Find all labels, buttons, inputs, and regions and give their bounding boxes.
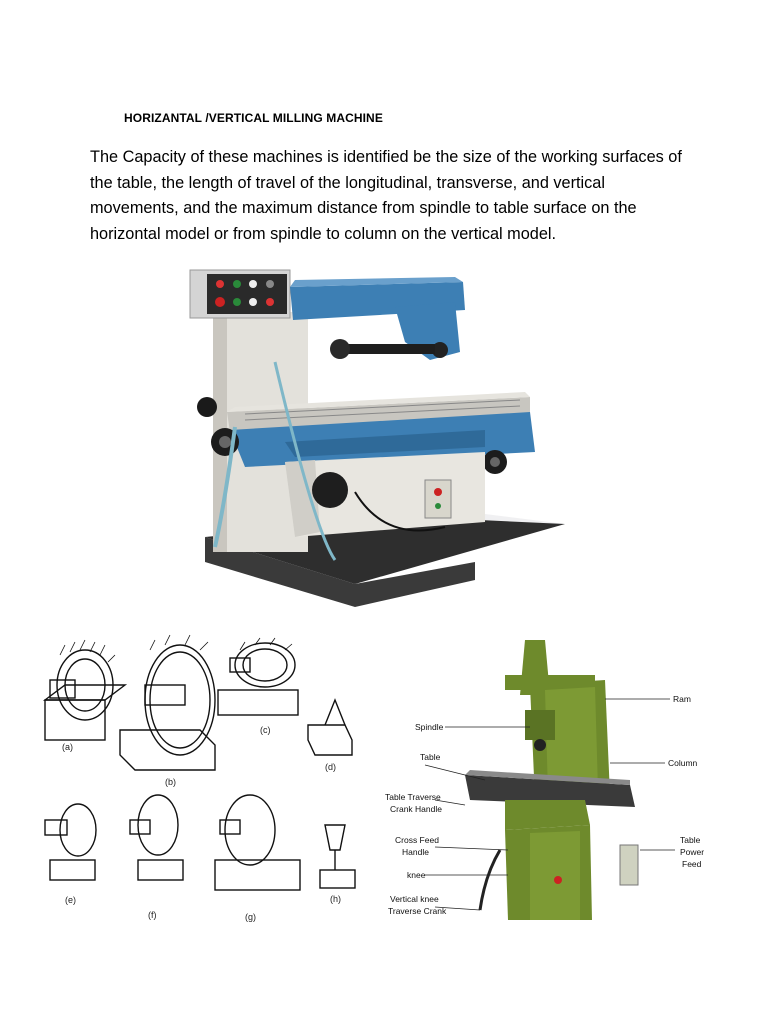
caption-e: (e) — [65, 895, 76, 905]
caption-a: (a) — [62, 742, 73, 752]
paragraph-line: The Capacity of these machines is identified be the size of the working surfaces of — [90, 148, 682, 166]
paragraph-line: horizontal model or from spindle to column on the vertical model. — [90, 224, 557, 243]
label-spindle: Spindle — [415, 722, 444, 732]
page-heading: HORIZANTAL /VERTICAL MILLING MACHINE — [124, 111, 383, 125]
paragraph-line: the table, the length of travel of the longitudinal, transverse, and vertical — [90, 173, 605, 192]
label-cross-feed-1: Cross Feed — [395, 835, 439, 845]
caption-b: (b) — [165, 777, 176, 787]
label-table-power-1: Table — [680, 835, 701, 845]
label-table-power-3: Feed — [682, 859, 702, 869]
label-knee: knee — [407, 870, 426, 880]
label-vertical-knee-2: Traverse Crank — [388, 906, 447, 916]
caption-g: (g) — [245, 912, 256, 922]
label-vertical-knee-1: Vertical knee — [390, 894, 439, 904]
label-ram: Ram — [673, 694, 691, 704]
label-table: Table — [420, 752, 441, 762]
horizontal-milling-machine-image — [185, 262, 570, 614]
caption-c: (c) — [260, 725, 271, 735]
intro-paragraph — [90, 145, 690, 247]
label-table-power-2: Power — [680, 847, 705, 857]
paragraph-line: movements, and the maximum distance from spindle to table surface on the — [90, 199, 637, 217]
caption-f: (f) — [148, 910, 157, 920]
label-table-traverse-2: Crank Handle — [390, 804, 442, 814]
milling-cutters-diagram — [40, 630, 370, 930]
label-cross-feed-2: Handle — [402, 847, 429, 857]
caption-d: (d) — [325, 762, 336, 772]
label-column: Column — [668, 758, 698, 768]
label-table-traverse-1: Table Traverse — [385, 792, 441, 802]
vertical-milling-machine-diagram — [380, 635, 725, 920]
caption-h: (h) — [330, 894, 341, 904]
